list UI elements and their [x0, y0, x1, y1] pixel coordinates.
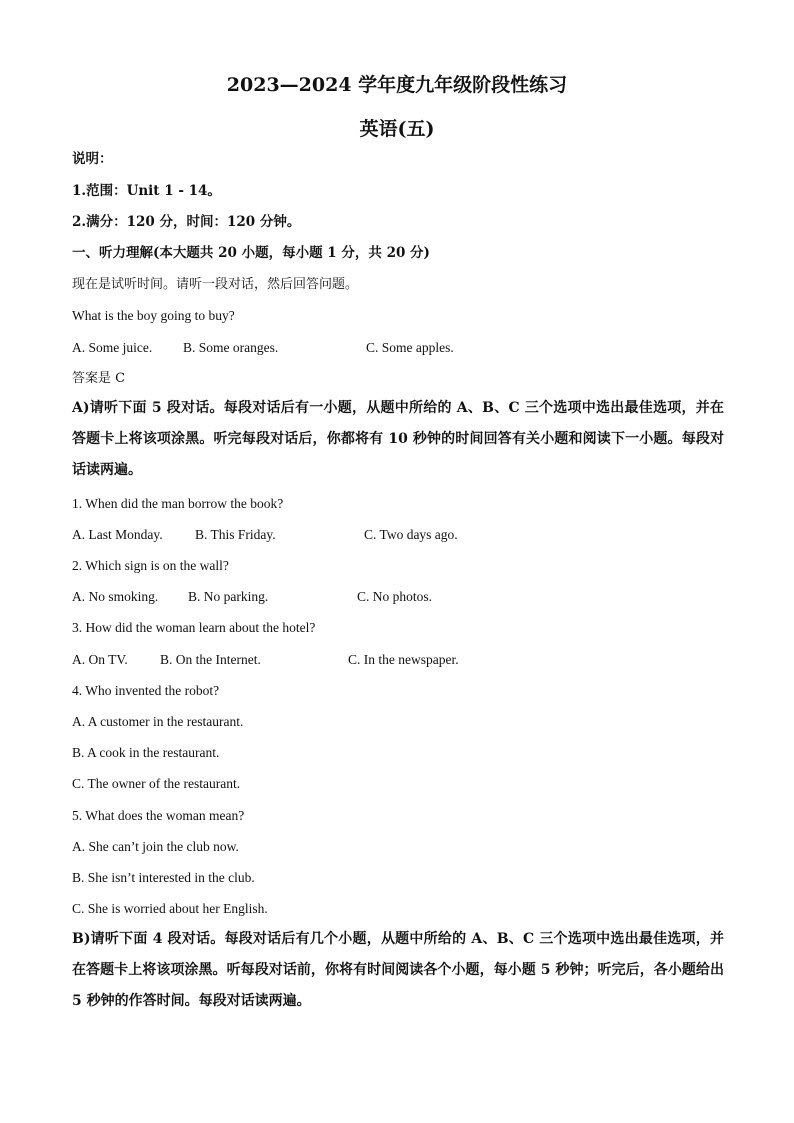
q1-option-b: B. This Friday.: [195, 527, 276, 542]
q3-option-b: B. On the Internet.: [160, 652, 261, 667]
q5-option-a: A. She can’t join the club now.: [72, 839, 239, 854]
page-title: 2023—2024 学年度九年级阶段性练习: [226, 74, 568, 96]
part-b-instruction: B)请听下面 4 段对话。每段对话后有几个小题，从题中所给的 A、B、C 三个选项中选出最佳选项，并在答题卡上将该项涂黑。听每段对话前，你将有时间阅读各个小题，每小题 5 秒钟；听完后，各小题给出 5 秒钟的作答时间。每段对话读两遍。: [72, 931, 724, 1009]
intro-score: 2.满分：120 分，时间：120 分钟。: [72, 214, 301, 230]
q4-option-c: C. The owner of the restaurant.: [72, 776, 241, 791]
q1-option-c: C. Two days ago.: [364, 527, 458, 542]
q2-option-b: B. No parking.: [188, 589, 269, 604]
q2-option-c: C. No photos.: [357, 589, 433, 604]
intro-scope: 1.范围：Unit 1 - 14。: [72, 183, 221, 199]
part-a-instruction: A)请听下面 5 段对话。每段对话后有一小题，从题中所给的 A、B、C 三个选项中选出最佳选项，并在答题卡上将该项涂黑。听完每段对话后，你都将有 10 秒钟的时间回答有关小题和阅读下一小题。每段对话读两遍。: [72, 400, 724, 478]
trial-option-a: A. Some juice.: [72, 340, 153, 355]
trial-answer: 答案是 C: [72, 371, 126, 386]
q2-option-a: A. No smoking.: [72, 589, 159, 604]
question-5: 5. What does the woman mean?: [72, 808, 245, 823]
intro-label: 说明：: [72, 151, 113, 167]
question-2: 2. Which sign is on the wall?: [72, 558, 229, 573]
q4-option-b: B. A cook in the restaurant.: [72, 745, 220, 760]
page-subtitle: 英语(五): [359, 118, 435, 140]
q1-option-a: A. Last Monday.: [72, 527, 163, 542]
q4-option-a: A. A customer in the restaurant.: [72, 714, 244, 729]
trial-option-c: C. Some apples.: [366, 340, 454, 355]
trial-question: What is the boy going to buy?: [72, 308, 235, 323]
question-3: 3. How did the woman learn about the hotel?: [72, 620, 316, 635]
q3-option-a: A. On TV.: [72, 652, 128, 667]
trial-option-b: B. Some oranges.: [183, 340, 279, 355]
question-1: 1. When did the man borrow the book?: [72, 496, 284, 511]
q5-option-c: C. She is worried about her English.: [72, 901, 268, 916]
q3-option-c: C. In the newspaper.: [348, 652, 459, 667]
trial-instruction: 现在是试听时间。请听一段对话，然后回答问题。: [72, 277, 359, 292]
question-4: 4. Who invented the robot?: [72, 683, 220, 698]
section-heading: 一、听力理解(本大题共 20 小题，每小题 1 分，共 20 分): [72, 245, 430, 261]
q5-option-b: B. She isn’t interested in the club.: [72, 870, 255, 885]
